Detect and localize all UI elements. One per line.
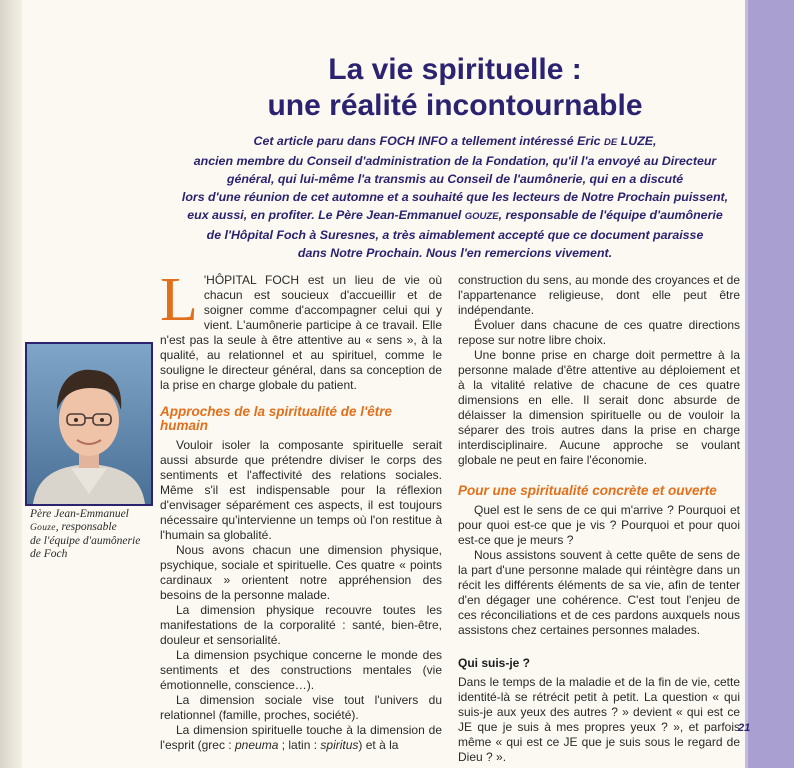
intro-line: de l'Hôpital Foch à Suresnes, a très aimablement accepté que ce document paraisse [206,228,704,242]
intro-line: eux aussi, en profiter. Le Père Jean-Emmanuel GOUZE, responsable de l'équipe d'aumônerie [187,208,723,222]
article-title [150,52,760,124]
paragraph: La dimension sociale vise tout l'univers du relationnel (famille, proches, société). [160,693,442,722]
intro-line: lors d'une réunion de cet automne et a souhaité que les lecteurs de Notre Prochain puissent, [181,190,729,204]
paragraph: Dans le temps de la maladie et de la fin de vie, cette identité-là se rétrécit petit à petit. La question « qui suis-je aux yeux des autres ? » devient « qui est ce JE que je suis à mes propres yeux ? », et parfois même « qui est ce JE que je suis sous le regard de Dieu ? ». [458,675,740,764]
caption-line: Gouze, responsable [30,521,117,533]
paragraph: La dimension psychique concerne le monde des sentiments et des constructions mentales (vie émotionnelle, conscience…). [160,648,442,692]
paragraph: Une bonne prise en charge doit permettre à la personne malade d'être attentive au déploiement et à la vitalité relative de chacune de ces quatre dimensions en elle. Il serait donc absurde de délaisser la dimension spirituelle ou de vouloir la séparer des trois autres dans la prise en charge interdisciplinaire. Aucune approche se voulant globale ne peut en faire l'économie. [458,348,740,467]
paragraph: Quel est le sens de ce qui m'arrive ? Pourquoi et pour quoi est-ce que je vis ? Pourquoi et pour quoi est-ce que je meurs ? [458,503,740,547]
subsection-heading: Qui suis-je ? [458,656,531,670]
intro-line: général, qui lui-même l'a transmis au Conseil de l'aumônerie, qui en a discuté [226,172,684,186]
paragraph: construction du sens, au monde des croyances et de l'appartenance religieuse, dont elle peut être indépendante. [458,273,740,317]
paragraph: La dimension spirituelle touche à la dimension de l'esprit (grec : pneuma ; latin : spiritus) et à la [160,723,442,752]
photo-caption [30,508,152,561]
caption-line: Père Jean-Emmanuel [30,508,129,520]
section-heading: Pour une spiritualité concrète et ouverte [458,483,717,498]
author-photo [25,342,153,506]
intro-line: ancien membre du Conseil d'administration de la Fondation, qu'il l'a envoyé au Directeur [193,154,717,168]
portrait-illustration [27,344,151,504]
paragraph: Évoluer dans chacune de ces quatre directions repose sur notre libre choix. [458,318,740,347]
intro-line: Cet article paru dans FOCH INFO a tellement intéressé Eric DE LUZE, [253,134,657,148]
title-line-1: La vie spirituelle : [328,53,582,86]
lead-paragraph: L 'HÔPITAL FOCH est un lieu de vie où chacun est soucieux d'accueillir et de soigner comme d'accompagner celui qui y vient. L'aumônerie participe à ce travail. Elle n'est pas la seule à être attentive au « sens », à la qualité, au relationnel et au spirituel, comme le souligne le directeur général, dans sa conception de la prise en charge globale du patient. [160,266,442,392]
page-number: 21 [738,722,751,734]
paragraph: Vouloir isoler la composante spirituelle serait aussi absurde que prétendre diviser le corps des sentiments et l'affectivité des relations sociales. Même s'il est indispensable pour la réflexion d'envisager séparément ces aspects, il est toujours nécessaire qu'intervienne un temps où l'on restitue à l'humain sa globalité. [160,438,442,542]
section-heading: Approches de la spiritualité de l'être humain [160,404,393,433]
intro-paragraph [150,132,760,262]
article-column-1 [160,266,442,753]
paragraph: Nous assistons souvent à cette quête de sens de la part d'une personne malade qui réintègre dans un récit les différents éléments de sa vie, afin de tenter d'en dégager une cohérence. C'est tout l'enjeu de ces réconciliations et de ces pardons auxquels nous assistons chez certaines personnes malades. [458,548,740,637]
title-line-2: une réalité incontournable [267,89,643,122]
intro-line: dans Notre Prochain. Nous l'en remercions vivement. [297,246,613,260]
paragraph: La dimension physique recouvre toutes les manifestations de la corporalité : santé, bien-être, douleur et sensorialité. [160,603,442,647]
caption-line: de l'équipe d'aumônerie [30,535,141,547]
drop-cap: L [160,266,198,334]
page-spine [0,0,22,768]
article-column-2 [458,273,740,765]
caption-line: de Foch [30,548,68,560]
paragraph: Nous avons chacun une dimension physique, psychique, sociale et spirituelle. Ces quatre « points cardinaux » orientent notre appréhension des besoins de la personne malade. [160,543,442,602]
